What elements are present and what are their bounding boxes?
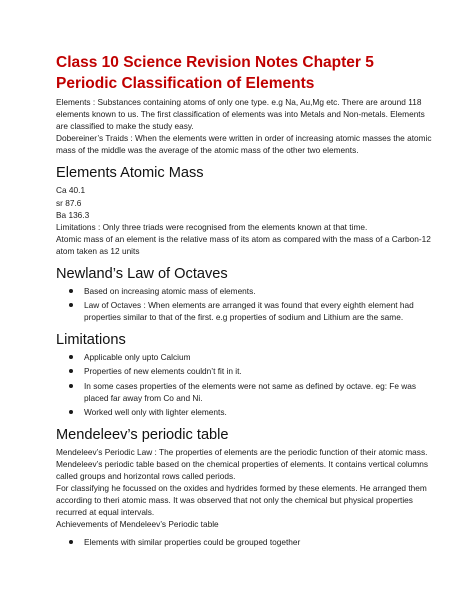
bullet-icon xyxy=(69,540,73,544)
bullet-icon xyxy=(69,289,73,293)
list-item-text: Applicable only upto Calcium xyxy=(84,352,191,363)
list-item-text: Based on increasing atomic mass of elements. xyxy=(84,286,256,297)
list-item-text: In some cases properties of the elements were not same as defined by octave. eg: Fe was placed far away from Co and Ni. xyxy=(84,380,417,403)
atomic-mass-limitations: Limitations : Only three triads were recognised from the elements known at that time. xyxy=(56,221,368,232)
atomic-mass-line: Ba 136.3 xyxy=(56,209,90,220)
bullet-icon xyxy=(69,369,73,373)
newland-bullet-list xyxy=(56,285,436,323)
list-item xyxy=(84,351,436,363)
mendeleev-paragraph: Mendeleev’s periodic table based on the chemical properties of elements. It contains vertical columns called groups and horizontal rows called periods. xyxy=(56,458,429,481)
mendeleev-bullet-list xyxy=(56,536,436,548)
atomic-mass-line: sr 87.6 xyxy=(56,197,82,208)
heading-newlands-law: Newland’s Law of Octaves xyxy=(56,266,228,283)
list-item-text: Law of Octaves : When elements are arranged it was found that every eighth element had properties similar to that of the first. e.g properties of sodium and Lithium are the same. xyxy=(84,300,414,323)
heading-mendeleev-periodic-table: Mendeleev’s periodic table xyxy=(56,426,229,443)
limitations-bullet-list xyxy=(56,351,436,417)
intro-paragraph-elements: Elements : Substances containing atoms of only one type. e.g Na, Au,Mg etc. There are around 118 elements known to us. The first classification of elements was into Metals and Non-metals. Elements are classified to make the study easy. xyxy=(56,97,425,132)
list-item xyxy=(84,406,436,418)
list-item xyxy=(84,380,436,404)
document-title: Class 10 Science Revision Notes Chapter 5 Periodic Classification of Elements xyxy=(56,54,374,92)
bullet-icon xyxy=(69,303,73,307)
heading-limitations: Limitations xyxy=(56,332,126,349)
list-item xyxy=(84,536,436,548)
heading-elements-atomic-mass: Elements Atomic Mass xyxy=(56,165,204,182)
mendeleev-paragraph: For classifying he focussed on the oxides and hydrides formed by these elements. He arranged them according to theri atomic mass. It was observed that not only the chemical but physical properties recurred at equal intervals. xyxy=(56,483,427,518)
bullet-icon xyxy=(69,384,73,388)
atomic-mass-definition: Atomic mass of an element is the relative mass of its atom as compared with the mass of a Carbon-12 atom taken as 12 units xyxy=(56,233,431,256)
mendeleev-paragraph: Mendeleev’s Periodic Law : The properties of elements are the periodic function of their atomic mass. xyxy=(56,446,428,457)
mendeleev-achievements-label: Achievements of Mendeleev’s Periodic table xyxy=(56,519,219,530)
list-item xyxy=(84,285,436,297)
list-item-text: Properties of new elements couldn’t fit in it. xyxy=(84,366,242,377)
list-item xyxy=(84,365,436,377)
bullet-icon xyxy=(69,355,73,359)
list-item-text: Worked well only with lighter elements. xyxy=(84,406,227,417)
bullet-icon xyxy=(69,410,73,414)
document-page xyxy=(56,52,436,551)
atomic-mass-line: Ca 40.1 xyxy=(56,185,86,196)
intro-paragraph-dobereiner: Dobereiner’s Traids : When the elements were written in order of increasing atomic masses the atomic mass of the middle was the average of the atomic mass of the other two elements. xyxy=(56,133,432,156)
list-item-text: Elements with similar properties could be grouped together xyxy=(84,537,301,548)
list-item xyxy=(84,299,436,323)
